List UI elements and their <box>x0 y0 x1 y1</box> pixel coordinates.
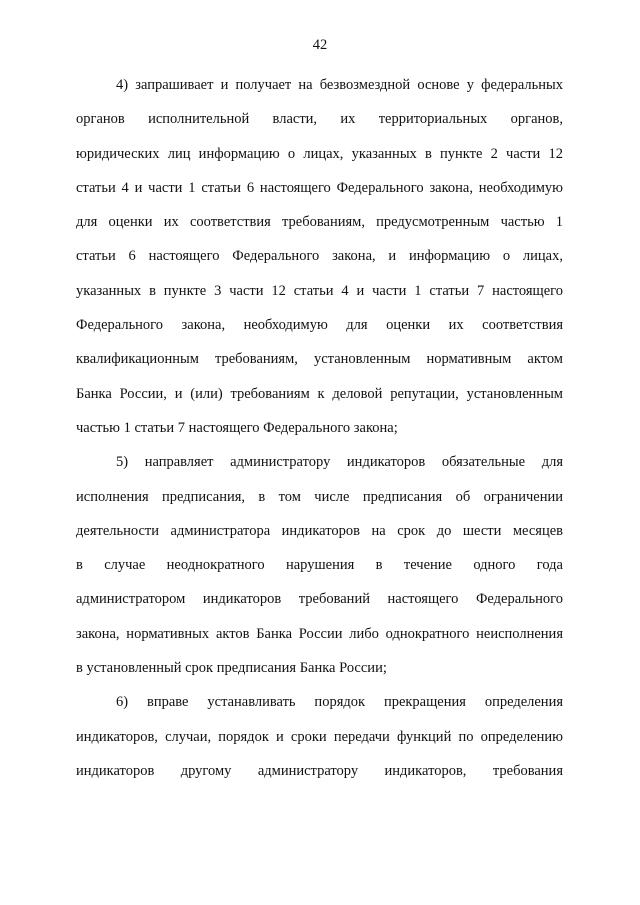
text-line: статьи 6 настоящего Федерального закона, и информацию о лицах, <box>76 248 563 265</box>
text-line: индикаторов другому администратору индикаторов, требования <box>76 762 563 779</box>
text-line: закона, нормативных актов Банка России либо однократного неисполнения <box>76 625 563 642</box>
text-line: 4) запрашивает и получает на безвозмездной основе у федеральных <box>116 77 563 93</box>
text-line: деятельности администратора индикаторов на срок до шести месяцев <box>76 522 563 539</box>
text-line: Банка России, и (или) требованиям к деловой репутации, установленным <box>76 385 563 402</box>
text-line: для оценки их соответствия требованиям, предусмотренным частью 1 <box>76 214 563 231</box>
text-line: исполнения предписания, в том числе предписания об ограничении <box>76 488 563 505</box>
text-line: 6) вправе устанавливать порядок прекращения определения <box>116 694 563 711</box>
text-line: частью 1 статьи 7 настоящего Федерального закона; <box>76 419 398 436</box>
paragraph-item-4 <box>76 75 563 452</box>
text-line: в установленный срок предписания Банка России; <box>76 660 387 677</box>
text-line: статьи 4 и части 1 статьи 6 настоящего Федерального закона, необходимую <box>76 179 563 196</box>
paragraph-item-5 <box>76 452 563 692</box>
page-number: 42 <box>312 37 328 53</box>
text-line: в случае неоднократного нарушения в течение одного года <box>76 557 563 574</box>
text-line: органов исполнительной власти, их территориальных органов, <box>76 111 563 128</box>
text-line: юридических лиц информацию о лицах, указанных в пункте 2 части 12 <box>76 145 563 162</box>
text-line: квалификационным требованиям, установленным нормативным актом <box>76 351 563 368</box>
paragraph-item-6 <box>76 692 563 795</box>
text-line: указанных в пункте 3 части 12 статьи 4 и части 1 статьи 7 настоящего <box>76 282 563 299</box>
text-line: Федерального закона, необходимую для оценки их соответствия <box>76 317 563 334</box>
text-line: индикаторов, случаи, порядок и сроки передачи функций по определению <box>76 728 563 745</box>
document-body <box>76 75 563 795</box>
text-line: 5) направляет администратору индикаторов обязательные для <box>116 454 563 471</box>
text-line: администратором индикаторов требований настоящего Федерального <box>76 591 563 608</box>
